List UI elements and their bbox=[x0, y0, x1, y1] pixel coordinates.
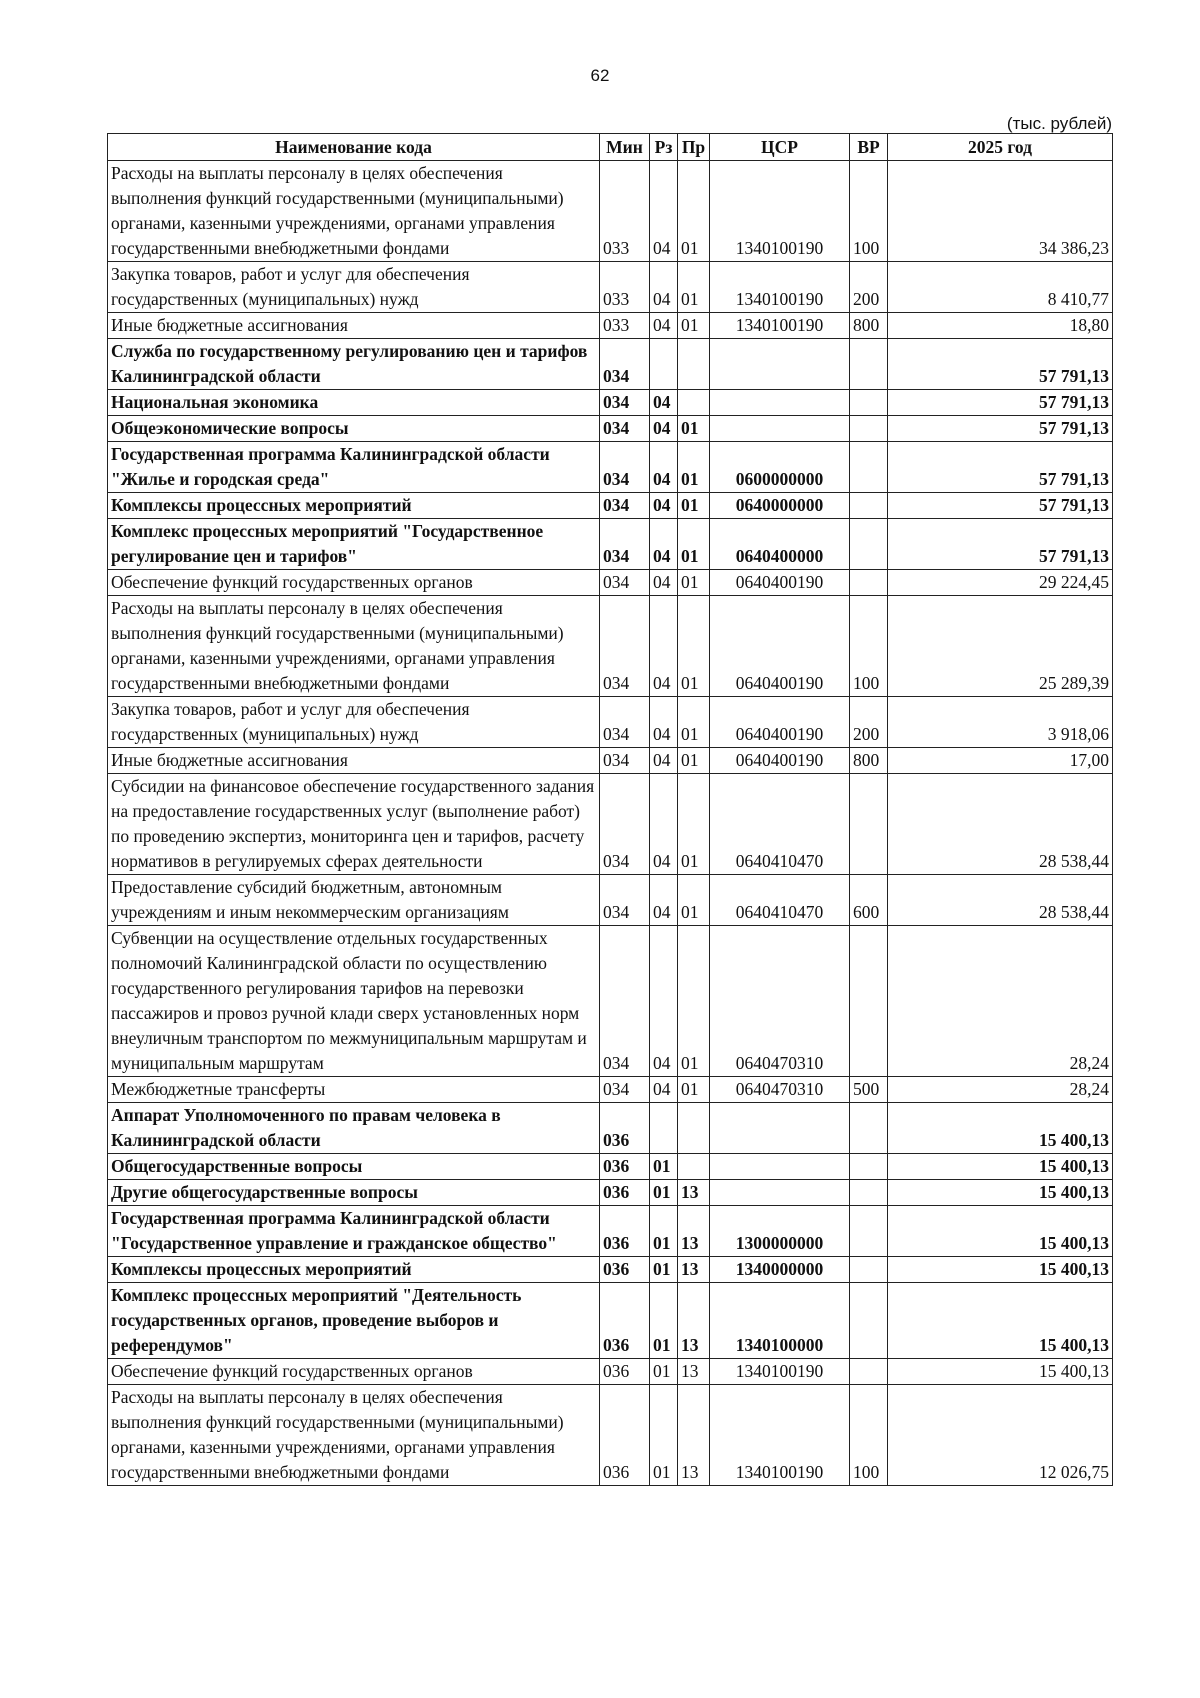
cell-csr: 0640400000 bbox=[710, 519, 850, 570]
header-rz: Рз bbox=[650, 134, 678, 161]
cell-csr: 0640400190 bbox=[710, 697, 850, 748]
cell-pr: 01 bbox=[678, 493, 710, 519]
cell-vr bbox=[850, 1103, 888, 1154]
cell-amount: 15 400,13 bbox=[888, 1283, 1113, 1359]
cell-pr: 01 bbox=[678, 262, 710, 313]
cell-amount: 57 791,13 bbox=[888, 519, 1113, 570]
cell-pr bbox=[678, 339, 710, 390]
cell-amount: 17,00 bbox=[888, 748, 1113, 774]
cell-csr: 1340100190 bbox=[710, 313, 850, 339]
table-body bbox=[108, 161, 1113, 1486]
table-row bbox=[108, 313, 1113, 339]
units-label: (тыс. рублей) bbox=[1006, 114, 1112, 133]
cell-vr bbox=[850, 570, 888, 596]
budget-table bbox=[107, 133, 1113, 1486]
cell-pr: 01 bbox=[678, 1077, 710, 1103]
cell-csr: 0640470310 bbox=[710, 1077, 850, 1103]
cell-min: 036 bbox=[600, 1180, 650, 1206]
cell-min: 034 bbox=[600, 493, 650, 519]
cell-rz: 01 bbox=[650, 1206, 678, 1257]
cell-name: Закупка товаров, работ и услуг для обеспечения государственных (муниципальных) нужд bbox=[108, 697, 600, 748]
cell-vr bbox=[850, 1283, 888, 1359]
cell-min: 036 bbox=[600, 1103, 650, 1154]
cell-min: 034 bbox=[600, 339, 650, 390]
cell-csr bbox=[710, 416, 850, 442]
table-row bbox=[108, 416, 1113, 442]
cell-csr: 0640400190 bbox=[710, 748, 850, 774]
cell-name: Расходы на выплаты персоналу в целях обеспечения выполнения функций государственными (муниципальными) органами, казенными учреждениями, органами управления государственными внебюджетными фондами bbox=[108, 1385, 600, 1486]
cell-rz: 04 bbox=[650, 1077, 678, 1103]
table-header-row bbox=[108, 134, 1113, 161]
cell-name: Общеэкономические вопросы bbox=[108, 416, 600, 442]
cell-vr bbox=[850, 1180, 888, 1206]
table-row bbox=[108, 390, 1113, 416]
cell-min: 034 bbox=[600, 442, 650, 493]
cell-pr: 01 bbox=[678, 416, 710, 442]
cell-min: 034 bbox=[600, 1077, 650, 1103]
cell-amount: 57 791,13 bbox=[888, 493, 1113, 519]
cell-vr bbox=[850, 926, 888, 1077]
cell-pr: 01 bbox=[678, 875, 710, 926]
cell-amount: 28 538,44 bbox=[888, 875, 1113, 926]
cell-amount: 15 400,13 bbox=[888, 1103, 1113, 1154]
cell-min: 034 bbox=[600, 390, 650, 416]
table-row bbox=[108, 926, 1113, 1077]
cell-rz: 01 bbox=[650, 1385, 678, 1486]
cell-name: Государственная программа Калининградской области "Жилье и городская среда" bbox=[108, 442, 600, 493]
cell-amount: 29 224,45 bbox=[888, 570, 1113, 596]
cell-rz: 04 bbox=[650, 519, 678, 570]
cell-min: 034 bbox=[600, 519, 650, 570]
cell-csr: 1340100190 bbox=[710, 1385, 850, 1486]
table-row bbox=[108, 519, 1113, 570]
cell-vr: 500 bbox=[850, 1077, 888, 1103]
cell-csr: 1300000000 bbox=[710, 1206, 850, 1257]
cell-pr: 01 bbox=[678, 570, 710, 596]
cell-min: 036 bbox=[600, 1154, 650, 1180]
table-row bbox=[108, 774, 1113, 875]
table-row bbox=[108, 570, 1113, 596]
cell-pr: 13 bbox=[678, 1385, 710, 1486]
cell-vr bbox=[850, 1359, 888, 1385]
cell-min: 034 bbox=[600, 697, 650, 748]
cell-name: Закупка товаров, работ и услуг для обеспечения государственных (муниципальных) нужд bbox=[108, 262, 600, 313]
cell-pr: 13 bbox=[678, 1257, 710, 1283]
cell-pr: 13 bbox=[678, 1359, 710, 1385]
cell-vr bbox=[850, 339, 888, 390]
cell-vr: 600 bbox=[850, 875, 888, 926]
cell-amount: 34 386,23 bbox=[888, 161, 1113, 262]
cell-pr: 01 bbox=[678, 442, 710, 493]
cell-vr bbox=[850, 1257, 888, 1283]
cell-amount: 18,80 bbox=[888, 313, 1113, 339]
cell-amount: 15 400,13 bbox=[888, 1206, 1113, 1257]
table-row bbox=[108, 161, 1113, 262]
cell-name: Аппарат Уполномоченного по правам человека в Калининградской области bbox=[108, 1103, 600, 1154]
cell-pr: 13 bbox=[678, 1180, 710, 1206]
cell-csr: 1340000000 bbox=[710, 1257, 850, 1283]
cell-name: Комплекс процессных мероприятий "Деятельность государственных органов, проведение выборов и референдумов" bbox=[108, 1283, 600, 1359]
cell-name: Межбюджетные трансферты bbox=[108, 1077, 600, 1103]
cell-vr bbox=[850, 519, 888, 570]
cell-name: Обеспечение функций государственных органов bbox=[108, 570, 600, 596]
header-pr: Пр bbox=[678, 134, 710, 161]
cell-pr: 01 bbox=[678, 161, 710, 262]
cell-rz bbox=[650, 1103, 678, 1154]
cell-amount: 28,24 bbox=[888, 926, 1113, 1077]
cell-pr: 01 bbox=[678, 748, 710, 774]
cell-amount: 28 538,44 bbox=[888, 774, 1113, 875]
cell-rz: 04 bbox=[650, 875, 678, 926]
header-year: 2025 год bbox=[888, 134, 1113, 161]
cell-csr: 0640000000 bbox=[710, 493, 850, 519]
cell-rz: 01 bbox=[650, 1154, 678, 1180]
header-vr: ВР bbox=[850, 134, 888, 161]
header-name: Наименование кода bbox=[108, 134, 600, 161]
cell-rz: 04 bbox=[650, 926, 678, 1077]
cell-rz: 04 bbox=[650, 442, 678, 493]
cell-name: Другие общегосударственные вопросы bbox=[108, 1180, 600, 1206]
cell-amount: 15 400,13 bbox=[888, 1359, 1113, 1385]
cell-vr bbox=[850, 1154, 888, 1180]
header-min: Мин bbox=[600, 134, 650, 161]
cell-min: 033 bbox=[600, 313, 650, 339]
cell-rz: 04 bbox=[650, 416, 678, 442]
cell-pr bbox=[678, 390, 710, 416]
table-row bbox=[108, 596, 1113, 697]
cell-vr: 100 bbox=[850, 161, 888, 262]
cell-min: 033 bbox=[600, 161, 650, 262]
cell-csr: 0640400190 bbox=[710, 570, 850, 596]
cell-rz: 04 bbox=[650, 161, 678, 262]
cell-rz: 04 bbox=[650, 596, 678, 697]
table-row bbox=[108, 748, 1113, 774]
table-row bbox=[108, 1103, 1113, 1154]
cell-pr: 01 bbox=[678, 926, 710, 1077]
cell-vr: 200 bbox=[850, 262, 888, 313]
cell-min: 036 bbox=[600, 1257, 650, 1283]
cell-csr bbox=[710, 339, 850, 390]
table-row bbox=[108, 493, 1113, 519]
cell-min: 034 bbox=[600, 416, 650, 442]
cell-rz: 04 bbox=[650, 697, 678, 748]
cell-min: 036 bbox=[600, 1206, 650, 1257]
cell-vr: 100 bbox=[850, 1385, 888, 1486]
cell-amount: 57 791,13 bbox=[888, 416, 1113, 442]
cell-name: Комплекс процессных мероприятий "Государственное регулирование цен и тарифов" bbox=[108, 519, 600, 570]
cell-name: Предоставление субсидий бюджетным, автономным учреждениям и иным некоммерческим организациям bbox=[108, 875, 600, 926]
cell-pr: 13 bbox=[678, 1283, 710, 1359]
cell-csr bbox=[710, 1103, 850, 1154]
cell-amount: 15 400,13 bbox=[888, 1257, 1113, 1283]
cell-pr bbox=[678, 1154, 710, 1180]
cell-rz: 04 bbox=[650, 570, 678, 596]
table-row bbox=[108, 442, 1113, 493]
cell-csr: 0640410470 bbox=[710, 774, 850, 875]
cell-name: Общегосударственные вопросы bbox=[108, 1154, 600, 1180]
cell-vr bbox=[850, 416, 888, 442]
cell-name: Расходы на выплаты персоналу в целях обеспечения выполнения функций государственными (муниципальными) органами, казенными учреждениями, органами управления государственными внебюджетными фондами bbox=[108, 161, 600, 262]
cell-rz bbox=[650, 339, 678, 390]
cell-amount: 8 410,77 bbox=[888, 262, 1113, 313]
cell-min: 036 bbox=[600, 1385, 650, 1486]
table-row bbox=[108, 1077, 1113, 1103]
cell-vr bbox=[850, 390, 888, 416]
cell-amount: 28,24 bbox=[888, 1077, 1113, 1103]
cell-pr: 01 bbox=[678, 313, 710, 339]
table-row bbox=[108, 1154, 1113, 1180]
cell-csr: 0640400190 bbox=[710, 596, 850, 697]
table-row bbox=[108, 875, 1113, 926]
cell-pr: 01 bbox=[678, 774, 710, 875]
table-row bbox=[108, 339, 1113, 390]
cell-min: 033 bbox=[600, 262, 650, 313]
cell-name: Комплексы процессных мероприятий bbox=[108, 493, 600, 519]
cell-csr bbox=[710, 1154, 850, 1180]
cell-amount: 25 289,39 bbox=[888, 596, 1113, 697]
cell-vr bbox=[850, 774, 888, 875]
cell-rz: 01 bbox=[650, 1180, 678, 1206]
cell-name: Иные бюджетные ассигнования bbox=[108, 313, 600, 339]
cell-csr: 1340100190 bbox=[710, 262, 850, 313]
table-row bbox=[108, 262, 1113, 313]
cell-amount: 57 791,13 bbox=[888, 339, 1113, 390]
cell-vr: 100 bbox=[850, 596, 888, 697]
cell-name: Субсидии на финансовое обеспечение государственного задания на предоставление государственных услуг (выполнение работ) по проведению экспертиз, мониторинга цен и тарифов, расчету нормативов в регулируемых сферах деятельности bbox=[108, 774, 600, 875]
cell-min: 034 bbox=[600, 570, 650, 596]
table-row bbox=[108, 1180, 1113, 1206]
cell-amount: 15 400,13 bbox=[888, 1154, 1113, 1180]
cell-min: 034 bbox=[600, 926, 650, 1077]
table-row bbox=[108, 1359, 1113, 1385]
cell-name: Служба по государственному регулированию цен и тарифов Калининградской области bbox=[108, 339, 600, 390]
cell-pr: 01 bbox=[678, 596, 710, 697]
cell-vr: 200 bbox=[850, 697, 888, 748]
cell-amount: 57 791,13 bbox=[888, 390, 1113, 416]
cell-vr: 800 bbox=[850, 748, 888, 774]
cell-min: 034 bbox=[600, 596, 650, 697]
cell-pr: 13 bbox=[678, 1206, 710, 1257]
cell-csr bbox=[710, 1180, 850, 1206]
cell-rz: 04 bbox=[650, 774, 678, 875]
cell-amount: 12 026,75 bbox=[888, 1385, 1113, 1486]
cell-rz: 01 bbox=[650, 1257, 678, 1283]
cell-name: Национальная экономика bbox=[108, 390, 600, 416]
table-row bbox=[108, 1206, 1113, 1257]
cell-name: Комплексы процессных мероприятий bbox=[108, 1257, 600, 1283]
cell-vr bbox=[850, 442, 888, 493]
cell-min: 036 bbox=[600, 1359, 650, 1385]
page-number: 62 bbox=[590, 66, 610, 85]
table-row bbox=[108, 1385, 1113, 1486]
cell-name: Обеспечение функций государственных органов bbox=[108, 1359, 600, 1385]
cell-pr: 01 bbox=[678, 697, 710, 748]
cell-rz: 04 bbox=[650, 313, 678, 339]
cell-csr: 1340100000 bbox=[710, 1283, 850, 1359]
cell-pr: 01 bbox=[678, 519, 710, 570]
cell-csr: 1340100190 bbox=[710, 1359, 850, 1385]
cell-rz: 04 bbox=[650, 262, 678, 313]
cell-min: 034 bbox=[600, 748, 650, 774]
header-csr: ЦСР bbox=[710, 134, 850, 161]
table-row bbox=[108, 1257, 1113, 1283]
cell-vr bbox=[850, 493, 888, 519]
cell-csr: 0640470310 bbox=[710, 926, 850, 1077]
cell-rz: 01 bbox=[650, 1359, 678, 1385]
cell-csr: 0640410470 bbox=[710, 875, 850, 926]
cell-vr bbox=[850, 1206, 888, 1257]
table-row bbox=[108, 1283, 1113, 1359]
cell-rz: 04 bbox=[650, 493, 678, 519]
cell-name: Расходы на выплаты персоналу в целях обеспечения выполнения функций государственными (муниципальными) органами, казенными учреждениями, органами управления государственными внебюджетными фондами bbox=[108, 596, 600, 697]
cell-vr: 800 bbox=[850, 313, 888, 339]
cell-csr: 0600000000 bbox=[710, 442, 850, 493]
cell-pr bbox=[678, 1103, 710, 1154]
cell-name: Субвенции на осуществление отдельных государственных полномочий Калининградской области по осуществлению государственного регулирования тарифов на перевозки пассажиров и провоз ручной клади сверх установленных норм внеуличным транспортом по межмуниципальным маршрутам и муниципальным маршрутам bbox=[108, 926, 600, 1077]
cell-rz: 01 bbox=[650, 1283, 678, 1359]
cell-rz: 04 bbox=[650, 390, 678, 416]
cell-amount: 3 918,06 bbox=[888, 697, 1113, 748]
cell-name: Государственная программа Калининградской области "Государственное управление и гражданское общество" bbox=[108, 1206, 600, 1257]
cell-csr bbox=[710, 390, 850, 416]
cell-min: 034 bbox=[600, 875, 650, 926]
cell-rz: 04 bbox=[650, 748, 678, 774]
cell-amount: 57 791,13 bbox=[888, 442, 1113, 493]
table-row bbox=[108, 697, 1113, 748]
cell-amount: 15 400,13 bbox=[888, 1180, 1113, 1206]
cell-name: Иные бюджетные ассигнования bbox=[108, 748, 600, 774]
cell-min: 034 bbox=[600, 774, 650, 875]
cell-csr: 1340100190 bbox=[710, 161, 850, 262]
cell-min: 036 bbox=[600, 1283, 650, 1359]
